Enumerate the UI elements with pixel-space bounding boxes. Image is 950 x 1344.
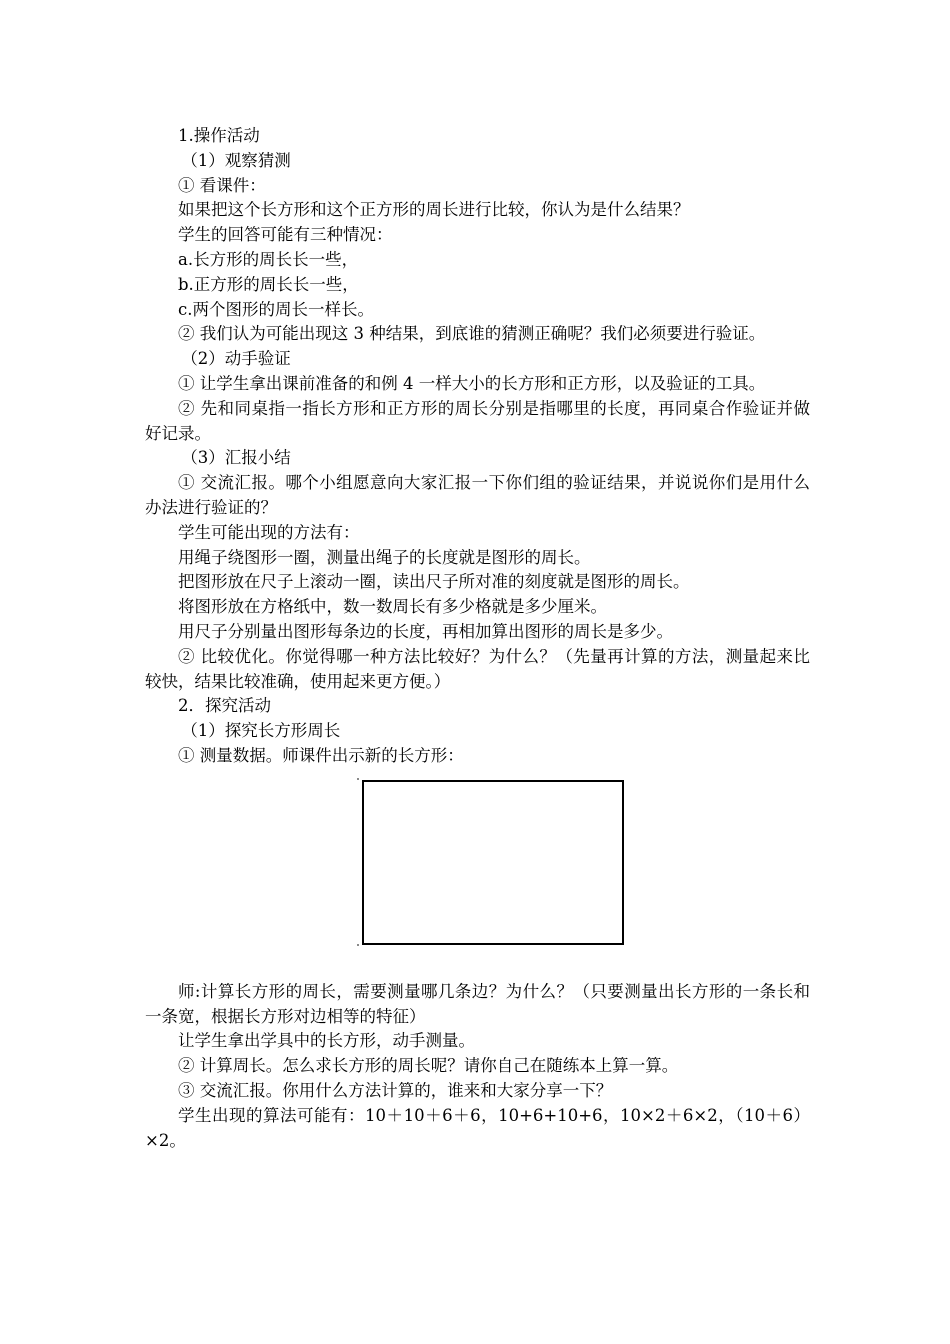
paragraph: 学生的回答可能有三种情况： — [178, 225, 393, 245]
paragraph: ② 先和同桌指一指长方形和正方形的周长分别是指哪里的长度，再同桌合作验证并做好记录。 — [145, 398, 810, 443]
section-heading-explore: 2．探究活动 — [178, 696, 271, 716]
paragraph: 师:计算长方形的周长，需要测量哪几条边？为什么？（只要测量出长方形的一条长和一条宽，根据长方形对边相等的特征） — [145, 981, 810, 1026]
paragraph: ③ 交流汇报。你用什么方法计算的，谁来和大家分享一下？ — [178, 1080, 613, 1100]
method-item: 把图形放在尺子上滚动一圈，读出尺子所对准的刻度就是图形的周长。 — [178, 572, 690, 592]
paragraph: ② 我们认为可能出现这 3 种结果，到底谁的猜测正确呢？我们必须要进行验证。 — [178, 324, 766, 344]
list-item: c.两个图形的周长一样长。 — [178, 299, 374, 319]
paragraph: 学生出现的算法可能有：10＋10＋6＋6，10+6+10+6，10×2＋6×2，（10＋6）×2。 — [145, 1105, 810, 1150]
rectangle-shape — [362, 780, 624, 945]
rectangle-figure — [145, 769, 810, 980]
figure-anchor-mark — [357, 944, 359, 946]
subheading-observe-guess: （1）观察猜测 — [181, 150, 291, 170]
paragraph: 学生可能出现的方法有： — [178, 522, 360, 542]
paragraph: ① 让学生拿出课前准备的和例 4 一样大小的长方形和正方形，以及验证的工具。 — [178, 373, 766, 393]
paragraph: ① 看课件： — [178, 175, 266, 195]
subheading-rectangle-perimeter: （1）探究长方形周长 — [181, 721, 341, 741]
method-item: 用尺子分别量出图形每条边的长度，再相加算出图形的周长是多少。 — [178, 621, 673, 641]
document-body — [145, 124, 810, 1153]
list-item: a.长方形的周长长一些， — [178, 249, 359, 269]
subheading-report-summary: （3）汇报小结 — [181, 448, 291, 468]
paragraph: ① 测量数据。师课件出示新的长方形： — [178, 745, 464, 765]
list-item: b.正方形的周长长一些， — [178, 274, 359, 294]
paragraph: 如果把这个长方形和这个正方形的周长进行比较，你认为是什么结果？ — [178, 200, 690, 220]
section-heading-operation: 1.操作活动 — [178, 126, 260, 145]
method-item: 用绳子绕图形一圈，测量出绳子的长度就是图形的周长。 — [178, 547, 591, 567]
paragraph: ② 计算周长。怎么求长方形的周长呢？请你自己在随练本上算一算。 — [178, 1056, 679, 1076]
method-item: 将图形放在方格纸中，数一数周长有多少格就是多少厘米。 — [178, 597, 607, 617]
paragraph: ② 比较优化。你觉得哪一种方法比较好？为什么？（先量再计算的方法，测量起来比较快，结果比较准确，使用起来更方便。） — [145, 646, 810, 691]
figure-anchor-mark — [357, 778, 359, 780]
subheading-hands-on-verify: （2）动手验证 — [181, 349, 291, 369]
paragraph: 让学生拿出学具中的长方形，动手测量。 — [178, 1031, 475, 1051]
paragraph: ① 交流汇报。哪个小组愿意向大家汇报一下你们组的验证结果，并说说你们是用什么办法进行验证的？ — [145, 473, 810, 517]
